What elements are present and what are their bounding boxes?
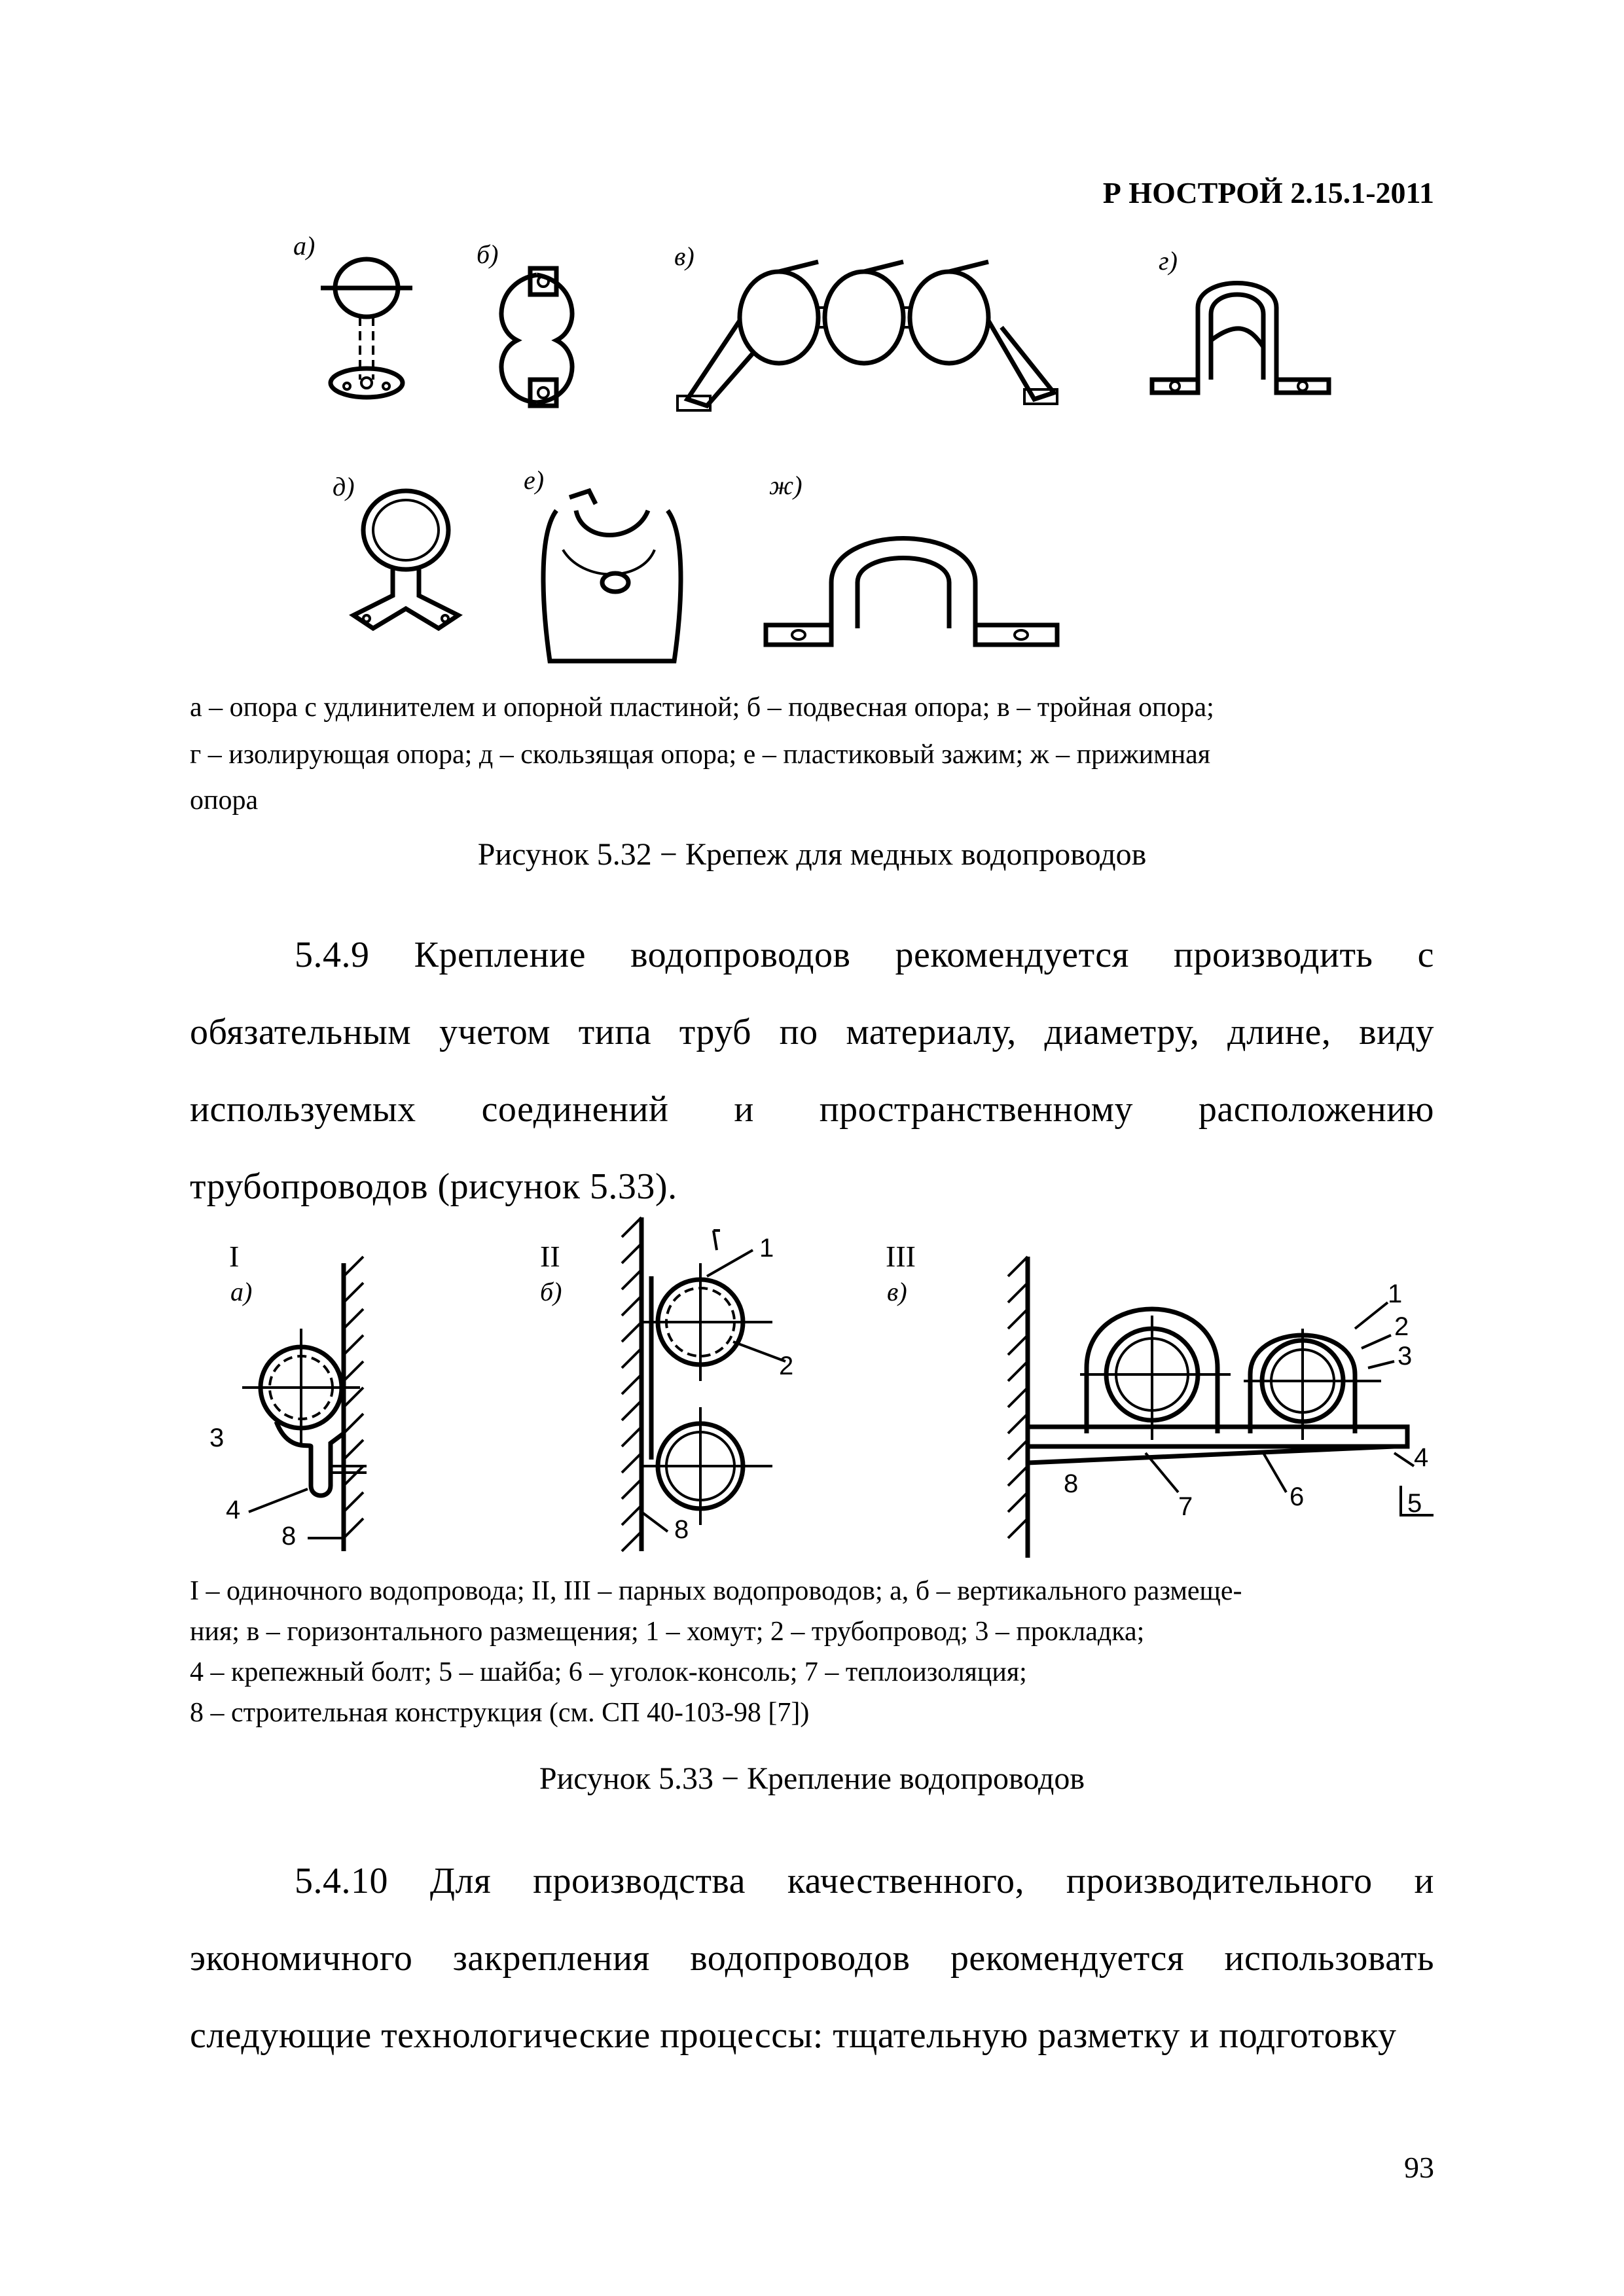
clamping-support-drawing xyxy=(759,511,1067,661)
sub-label-v: в) xyxy=(887,1277,907,1306)
figure-532-legend-line-3: опора xyxy=(190,785,259,816)
callout-I-8: 8 xyxy=(281,1522,297,1551)
paragraph-5-4-10: 5.4.10 Для производства качественного, производительного и экономичного закрепления водопроводов рекомендуется использовать следующие технологические процессы: тщательную разметку и подготовку xyxy=(190,1861,1434,2056)
plastic-clamp-drawing xyxy=(524,484,694,668)
figure-532-legend-line-1: а – опора с удлинителем и опорной пластиной; б – подвесная опора; в – тройная опора; xyxy=(190,692,1214,723)
triple-support-drawing xyxy=(668,249,1060,419)
callout-III-1: 1 xyxy=(1388,1280,1403,1308)
panel-label-a: а) xyxy=(293,231,316,260)
callout-III-6: 6 xyxy=(1290,1482,1305,1511)
sub-label-a: а) xyxy=(230,1277,253,1306)
insulating-support-drawing xyxy=(1139,268,1342,399)
roman-label-I: I xyxy=(229,1240,240,1273)
panel-label-v: в) xyxy=(674,242,695,271)
figure-533-legend-line-1: I – одиночного водопровода; II, III – парных водопроводов; а, б – вертикального размеще- xyxy=(190,1576,1242,1606)
roman-label-II: II xyxy=(540,1240,560,1273)
figure-532-legend-line-2: г – изолирующая опора; д – скользящая опора; е – пластиковый зажим; ж – прижимная xyxy=(190,740,1211,770)
document-code-header: Р НОСТРОЙ 2.15.1-2011 xyxy=(1102,176,1434,209)
figure-533-title: Рисунок 5.33 − Крепление водопроводов xyxy=(539,1761,1085,1796)
callout-II-1: 1 xyxy=(759,1234,774,1263)
panel-label-g: г) xyxy=(1159,246,1178,276)
roman-label-III: III xyxy=(886,1240,916,1273)
callout-III-2: 2 xyxy=(1394,1312,1409,1341)
page-number: 93 xyxy=(1404,2151,1434,2184)
figure-533-legend-line-4: 8 – строительная конструкция (см. СП 40-103-98 [7]) xyxy=(190,1698,810,1728)
paired-vertical-mount-drawing xyxy=(602,1211,851,1558)
panel-label-d: д) xyxy=(333,472,355,501)
sub-label-b: б) xyxy=(540,1277,562,1306)
callout-II-8: 8 xyxy=(674,1515,689,1544)
callout-II-2: 2 xyxy=(779,1352,794,1380)
panel-label-e: е) xyxy=(524,465,545,495)
sliding-support-drawing xyxy=(340,484,471,635)
callout-III-7: 7 xyxy=(1178,1492,1193,1521)
callout-III-5: 5 xyxy=(1407,1489,1422,1518)
single-pipe-mount-drawing xyxy=(196,1250,406,1558)
panel-label-zh: ж) xyxy=(769,471,803,500)
callout-I-3: 3 xyxy=(209,1424,225,1452)
figure-532-title: Рисунок 5.32 − Крепеж для медных водопроводов xyxy=(477,837,1147,872)
paired-horizontal-mount-drawing xyxy=(988,1257,1460,1564)
callout-III-3: 3 xyxy=(1398,1342,1413,1371)
suspended-support-drawing xyxy=(478,262,596,412)
figure-533-legend-line-3: 4 – крепежный болт; 5 – шайба; 6 – уголок-консоль; 7 – теплоизоляция; xyxy=(190,1657,1027,1687)
callout-I-4: 4 xyxy=(226,1496,241,1524)
paragraph-5-4-9: 5.4.9 Крепление водопроводов рекомендуется производить с обязательным учетом типа труб по материалу, диаметру, длине, виду используемых соединений и пространственному расположению трубопроводов (рисунок 5.33). xyxy=(190,935,1434,1207)
panel-label-b: б) xyxy=(477,240,499,269)
support-with-extension-drawing xyxy=(301,249,432,412)
callout-III-8: 8 xyxy=(1064,1469,1079,1498)
figure-533-legend-line-2: ния; в – горизонтального размещения; 1 – хомут; 2 – трубопровод; 3 – прокладка; xyxy=(190,1617,1145,1647)
callout-III-4: 4 xyxy=(1414,1443,1429,1472)
